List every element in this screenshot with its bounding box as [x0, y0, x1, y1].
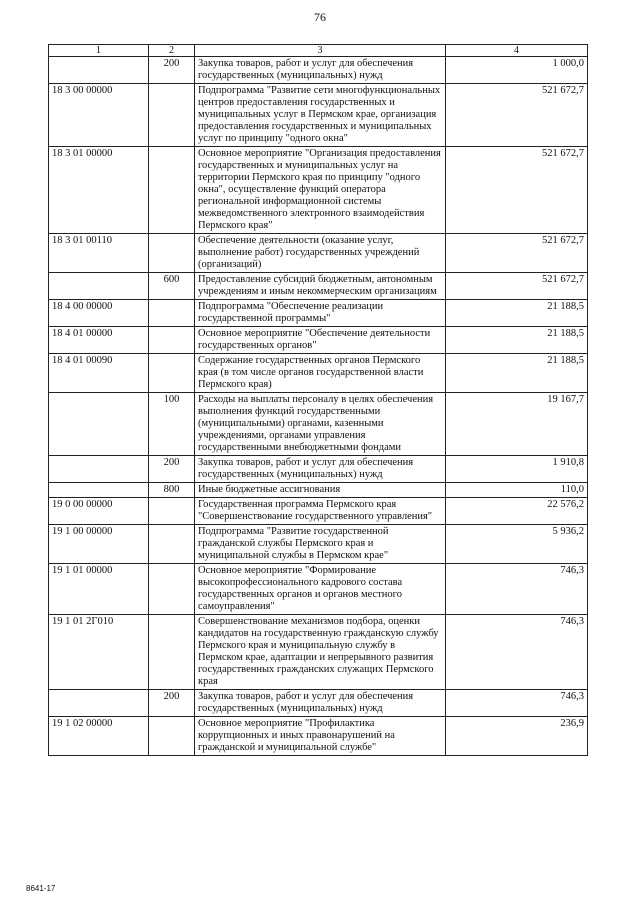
row-type-cell: 600 [149, 273, 195, 300]
table-row [49, 456, 588, 483]
table-row [49, 393, 588, 456]
row-amount-cell: 1 910,8 [446, 456, 588, 483]
row-type-cell [149, 300, 195, 327]
row-name-cell: Основное мероприятие "Обеспечение деятельности государственных органов" [195, 327, 446, 354]
row-code-cell [49, 483, 149, 498]
row-code-cell: 18 3 01 00000 [49, 147, 149, 234]
row-code-cell: 19 1 00 00000 [49, 525, 149, 564]
table-row [49, 147, 588, 234]
row-type-cell [149, 234, 195, 273]
row-amount-cell: 746,3 [446, 615, 588, 690]
row-amount-cell: 22 576,2 [446, 498, 588, 525]
table-row [49, 483, 588, 498]
row-type-cell: 800 [149, 483, 195, 498]
row-name-cell: Предоставление субсидий бюджетным, автономным учреждениям и иным некоммерческим организациям [195, 273, 446, 300]
row-name-cell: Иные бюджетные ассигнования [195, 483, 446, 498]
header-col-1: 1 [49, 45, 149, 57]
row-amount-cell: 1 000,0 [446, 57, 588, 84]
row-code-cell: 18 4 01 00090 [49, 354, 149, 393]
row-code-cell: 19 1 01 2Г010 [49, 615, 149, 690]
header-col-3: 3 [195, 45, 446, 57]
table-row [49, 300, 588, 327]
row-name-cell: Расходы на выплаты персоналу в целях обеспечения выполнения функций государственными (муниципальными) органами, казенными учреждениями, органами управления государственными внебюджетными фондами [195, 393, 446, 456]
row-name-cell: Основное мероприятие "Организация предоставления государственных и муниципальных услуг на территории Пермского края по принципу "одного окна", осуществление функций оператора региональной информационной системы межведомственного электронного взаимодействия Пермского края" [195, 147, 446, 234]
header-col-4: 4 [446, 45, 588, 57]
row-name-cell: Основное мероприятие "Профилактика коррупционных и иных правонарушений на гражданской и муниципальной службе" [195, 717, 446, 756]
row-code-cell [49, 273, 149, 300]
table-row [49, 234, 588, 273]
table-row [49, 327, 588, 354]
row-amount-cell: 110,0 [446, 483, 588, 498]
row-code-cell: 18 4 00 00000 [49, 300, 149, 327]
row-type-cell [149, 84, 195, 147]
budget-table [48, 44, 588, 756]
row-name-cell: Закупка товаров, работ и услуг для обеспечения государственных (муниципальных) нужд [195, 456, 446, 483]
table-header-row [49, 45, 588, 57]
row-code-cell [49, 57, 149, 84]
table-row [49, 690, 588, 717]
row-type-cell: 100 [149, 393, 195, 456]
row-type-cell: 200 [149, 57, 195, 84]
header-col-2: 2 [149, 45, 195, 57]
row-code-cell [49, 690, 149, 717]
row-name-cell: Совершенствование механизмов подбора, оценки кандидатов на государственную гражданскую службу Пермского края и муниципальную службу в Пермском крае, адаптации и непрерывного развития государственных гражданских служащих Пермского края [195, 615, 446, 690]
table-row [49, 564, 588, 615]
row-code-cell: 19 1 01 00000 [49, 564, 149, 615]
row-name-cell: Закупка товаров, работ и услуг для обеспечения государственных (муниципальных) нужд [195, 690, 446, 717]
row-name-cell: Подпрограмма "Развитие государственной гражданской службы Пермского края и муниципальной службы в Пермском крае" [195, 525, 446, 564]
table-row [49, 717, 588, 756]
table-row [49, 498, 588, 525]
row-amount-cell: 21 188,5 [446, 300, 588, 327]
table-row [49, 525, 588, 564]
row-name-cell: Государственная программа Пермского края "Совершенствование государственного управления" [195, 498, 446, 525]
row-type-cell: 200 [149, 690, 195, 717]
table-row [49, 57, 588, 84]
row-type-cell [149, 354, 195, 393]
row-amount-cell: 521 672,7 [446, 234, 588, 273]
row-type-cell [149, 717, 195, 756]
row-name-cell: Подпрограмма "Развитие сети многофункциональных центров предоставления государственных и муниципальных услуг в Пермском крае, организация предоставления государственных и муниципальных услуг по принципу "одного окна" [195, 84, 446, 147]
row-code-cell: 18 3 00 00000 [49, 84, 149, 147]
row-amount-cell: 5 936,2 [446, 525, 588, 564]
row-amount-cell: 19 167,7 [446, 393, 588, 456]
row-type-cell [149, 147, 195, 234]
page-number: 76 [314, 10, 326, 24]
row-name-cell: Содержание государственных органов Пермского края (в том числе органов государственной власти Пермского края) [195, 354, 446, 393]
row-name-cell: Основное мероприятие "Формирование высокопрофессионального кадрового состава государственных органов и органов местного самоуправления" [195, 564, 446, 615]
row-name-cell: Закупка товаров, работ и услуг для обеспечения государственных (муниципальных) нужд [195, 57, 446, 84]
table-row [49, 615, 588, 690]
row-name-cell: Обеспечение деятельности (оказание услуг, выполнение работ) государственных учреждений (организаций) [195, 234, 446, 273]
row-amount-cell: 521 672,7 [446, 147, 588, 234]
row-type-cell [149, 327, 195, 354]
row-code-cell [49, 456, 149, 483]
row-type-cell [149, 615, 195, 690]
row-amount-cell: 21 188,5 [446, 354, 588, 393]
table-row [49, 84, 588, 147]
row-code-cell: 18 3 01 00110 [49, 234, 149, 273]
row-type-cell [149, 498, 195, 525]
table-row [49, 273, 588, 300]
row-amount-cell: 521 672,7 [446, 84, 588, 147]
row-type-cell: 200 [149, 456, 195, 483]
footer-code: 8641-17 [26, 884, 56, 893]
row-code-cell: 19 1 02 00000 [49, 717, 149, 756]
row-code-cell: 18 4 01 00000 [49, 327, 149, 354]
row-type-cell [149, 564, 195, 615]
row-amount-cell: 236,9 [446, 717, 588, 756]
row-amount-cell: 746,3 [446, 690, 588, 717]
row-code-cell: 19 0 00 00000 [49, 498, 149, 525]
row-code-cell [49, 393, 149, 456]
table-row [49, 354, 588, 393]
row-amount-cell: 746,3 [446, 564, 588, 615]
row-type-cell [149, 525, 195, 564]
row-name-cell: Подпрограмма "Обеспечение реализации государственной программы" [195, 300, 446, 327]
row-amount-cell: 521 672,7 [446, 273, 588, 300]
row-amount-cell: 21 188,5 [446, 327, 588, 354]
